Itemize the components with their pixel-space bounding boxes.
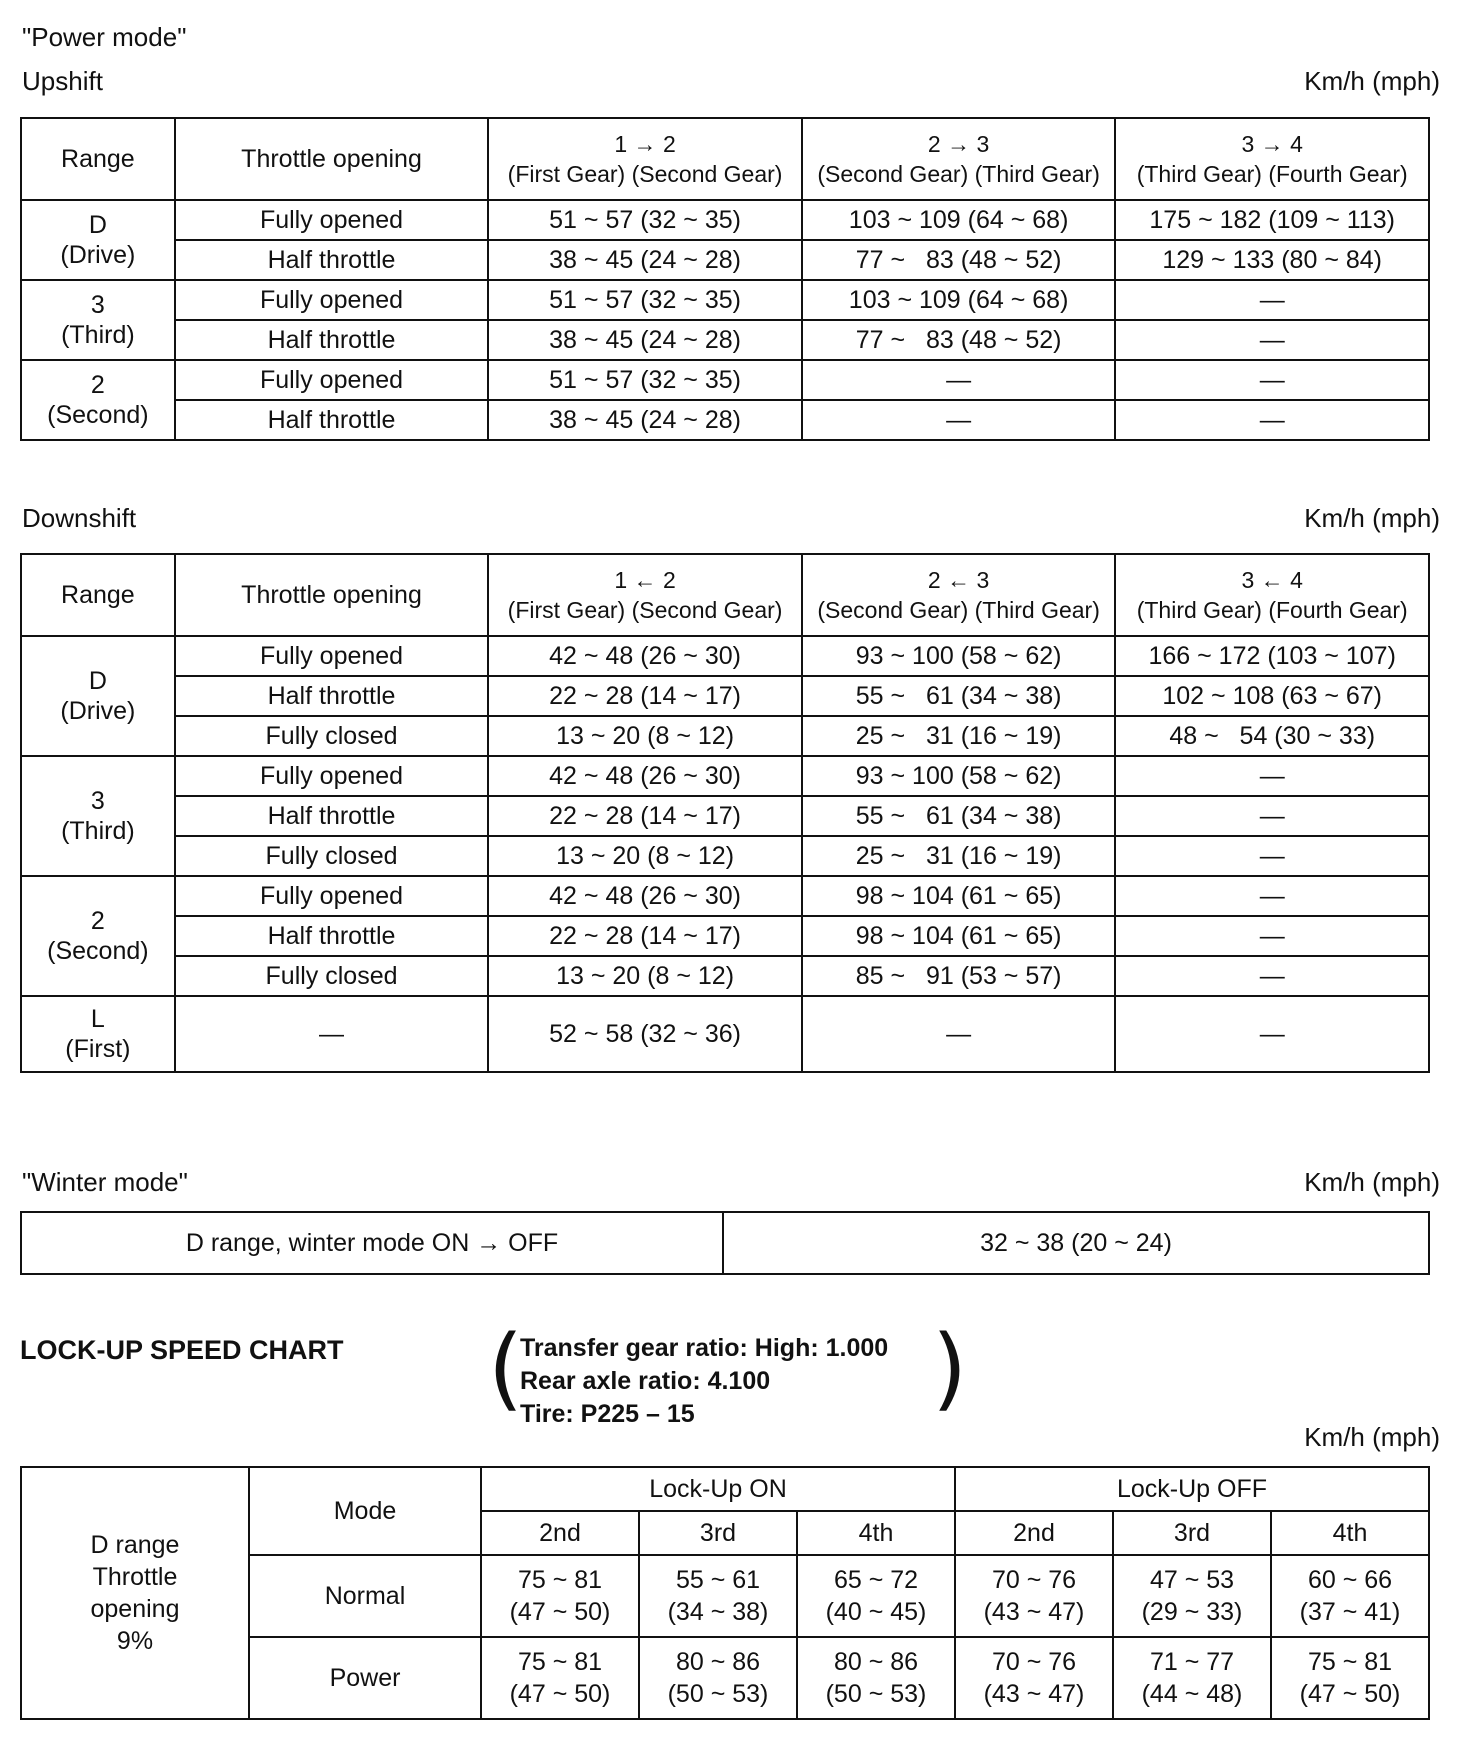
- speed-cell: —: [1115, 956, 1429, 996]
- params-open-brace: (: [488, 1316, 524, 1421]
- range-name: (Second): [47, 937, 149, 965]
- speed-kmh: 80 ~ 86: [675, 1648, 761, 1676]
- downshift-unit: Km/h (mph): [1304, 503, 1440, 533]
- lockup-speed-cell: [639, 1637, 797, 1719]
- params-close-brace: ): [932, 1316, 968, 1421]
- lockup-title: LOCK-UP SPEED CHART: [20, 1335, 344, 1365]
- table-row: [21, 200, 1429, 240]
- speed-cell: 22 ~ 28 (14 ~ 17): [488, 676, 802, 716]
- header-row: [21, 554, 1429, 636]
- upshift-label: Upshift: [22, 66, 103, 96]
- shift-arrow: 3 ← 4: [1241, 567, 1303, 593]
- speed-kmh: 71 ~ 77: [1149, 1648, 1235, 1676]
- range-cell: [21, 200, 175, 280]
- shift-arrow: 1 ← 2: [614, 567, 676, 593]
- speed-cell: 103 ~ 109 (64 ~ 68): [802, 280, 1116, 320]
- lockup-params: [520, 1332, 888, 1431]
- table-row: [21, 916, 1429, 956]
- speed-cell: 42 ~ 48 (26 ~ 30): [488, 756, 802, 796]
- throttle-cell: Half throttle: [175, 796, 489, 836]
- param-axle: Rear axle ratio: 4.100: [520, 1367, 771, 1395]
- range-cell: [21, 876, 175, 996]
- shift-gears: (Second Gear) (Third Gear): [817, 161, 1100, 187]
- shift-gears: (Third Gear) (Fourth Gear): [1136, 161, 1408, 187]
- speed-cell: 48 ~ 54 (30 ~ 33): [1115, 716, 1429, 756]
- speed-kmh: 75 ~ 81: [517, 1566, 603, 1594]
- speed-cell: 103 ~ 109 (64 ~ 68): [802, 200, 1116, 240]
- speed-cell: —: [1115, 916, 1429, 956]
- range-code: 2: [90, 371, 105, 399]
- shift-header-3: [1115, 118, 1429, 200]
- speed-mph: (47 ~ 50): [509, 1598, 611, 1626]
- gear-header: 3rd: [1113, 1511, 1271, 1555]
- range-name: (Drive): [60, 241, 136, 269]
- speed-cell: 55 ~ 61 (34 ~ 38): [802, 796, 1116, 836]
- mode-cell: Power: [249, 1637, 481, 1719]
- speed-cell: 98 ~ 104 (61 ~ 65): [802, 916, 1116, 956]
- lockup-table: [20, 1466, 1430, 1720]
- shift-gears: (Third Gear) (Fourth Gear): [1136, 597, 1408, 623]
- lockup-speed-cell: [955, 1555, 1113, 1637]
- downshift-table: [20, 553, 1430, 1073]
- speed-cell: 129 ~ 133 (80 ~ 84): [1115, 240, 1429, 280]
- speed-mph: (47 ~ 50): [509, 1680, 611, 1708]
- lockup-speed-cell: [1113, 1555, 1271, 1637]
- speed-kmh: 80 ~ 86: [833, 1648, 919, 1676]
- speed-cell: 42 ~ 48 (26 ~ 30): [488, 876, 802, 916]
- range-cell: [21, 636, 175, 756]
- speed-kmh: 75 ~ 81: [1307, 1648, 1393, 1676]
- winter-mode-unit: Km/h (mph): [1304, 1167, 1440, 1197]
- speed-mph: (50 ~ 53): [667, 1680, 769, 1708]
- speed-cell: 102 ~ 108 (63 ~ 67): [1115, 676, 1429, 716]
- gear-header: 2nd: [955, 1511, 1113, 1555]
- range-name: (Drive): [60, 697, 136, 725]
- lockup-speed-cell: [639, 1555, 797, 1637]
- speed-cell: 51 ~ 57 (32 ~ 35): [488, 200, 802, 240]
- speed-cell: —: [802, 360, 1116, 400]
- table-row: [21, 876, 1429, 916]
- table-row: [21, 716, 1429, 756]
- lockup-speed-cell: [481, 1555, 639, 1637]
- speed-mph: (37 ~ 41): [1299, 1598, 1401, 1626]
- mode-header: Mode: [249, 1467, 481, 1555]
- range-cell: [21, 280, 175, 360]
- speed-kmh: 60 ~ 66: [1307, 1566, 1393, 1594]
- throttle-header: Throttle opening: [175, 118, 489, 200]
- throttle-cell: Fully opened: [175, 756, 489, 796]
- speed-cell: —: [1115, 280, 1429, 320]
- shift-arrow: 2 → 3: [927, 131, 990, 157]
- winter-mode-title: "Winter mode": [22, 1167, 188, 1197]
- gear-header: 4th: [1271, 1511, 1429, 1555]
- speed-cell: 13 ~ 20 (8 ~ 12): [488, 836, 802, 876]
- speed-cell: 51 ~ 57 (32 ~ 35): [488, 360, 802, 400]
- gear-header: 4th: [797, 1511, 955, 1555]
- range-label-line: Throttle: [92, 1563, 178, 1591]
- speed-cell: 38 ~ 45 (24 ~ 28): [488, 400, 802, 440]
- speed-cell: 42 ~ 48 (26 ~ 30): [488, 636, 802, 676]
- range-name: (Second): [47, 401, 149, 429]
- speed-cell: —: [1115, 400, 1429, 440]
- speed-cell: 77 ~ 83 (48 ~ 52): [802, 320, 1116, 360]
- table-row: [21, 796, 1429, 836]
- shift-header-3: [1115, 554, 1429, 636]
- speed-kmh: 70 ~ 76: [991, 1648, 1077, 1676]
- shift-gears: (First Gear) (Second Gear): [507, 161, 783, 187]
- range-code: 2: [90, 907, 105, 935]
- param-transfer: Transfer gear ratio: High: 1.000: [520, 1334, 889, 1362]
- speed-mph: (47 ~ 50): [1299, 1680, 1401, 1708]
- throttle-cell: Fully opened: [175, 360, 489, 400]
- lockup-off-header: Lock-Up OFF: [955, 1467, 1429, 1511]
- throttle-cell: Half throttle: [175, 676, 489, 716]
- range-code: D: [88, 211, 107, 239]
- speed-mph: (50 ~ 53): [825, 1680, 927, 1708]
- speed-cell: 38 ~ 45 (24 ~ 28): [488, 320, 802, 360]
- speed-cell: —: [802, 996, 1116, 1072]
- winter-mode-table: [20, 1211, 1430, 1275]
- speed-cell: 25 ~ 31 (16 ~ 19): [802, 836, 1116, 876]
- power-mode-title: "Power mode": [22, 22, 187, 52]
- range-name: (Third): [61, 817, 135, 845]
- throttle-cell: Half throttle: [175, 400, 489, 440]
- lockup-on-header: Lock-Up ON: [481, 1467, 955, 1511]
- lockup-speed-cell: [955, 1637, 1113, 1719]
- range-code: D: [88, 667, 107, 695]
- speed-cell: 166 ~ 172 (103 ~ 107): [1115, 636, 1429, 676]
- range-code: 3: [90, 291, 105, 319]
- lockup-speed-cell: [797, 1637, 955, 1719]
- throttle-cell: Half throttle: [175, 916, 489, 956]
- lockup-speed-cell: [481, 1637, 639, 1719]
- table-row: [21, 360, 1429, 400]
- speed-mph: (40 ~ 45): [825, 1598, 927, 1626]
- lockup-speed-cell: [1113, 1637, 1271, 1719]
- gear-header: 3rd: [639, 1511, 797, 1555]
- throttle-cell: Fully opened: [175, 200, 489, 240]
- speed-mph: (44 ~ 48): [1141, 1680, 1243, 1708]
- throttle-cell: Fully closed: [175, 836, 489, 876]
- param-tire: Tire: P225 – 15: [520, 1400, 695, 1428]
- speed-cell: —: [1115, 796, 1429, 836]
- range-cell: [21, 996, 175, 1072]
- speed-cell: 52 ~ 58 (32 ~ 36): [488, 996, 802, 1072]
- shift-header-2: [802, 118, 1116, 200]
- speed-kmh: 70 ~ 76: [991, 1566, 1077, 1594]
- table-row: [21, 676, 1429, 716]
- downshift-label: Downshift: [22, 503, 137, 533]
- speed-kmh: 55 ~ 61: [675, 1566, 761, 1594]
- speed-cell: 38 ~ 45 (24 ~ 28): [488, 240, 802, 280]
- gear-header: 2nd: [481, 1511, 639, 1555]
- shift-header-1: [488, 554, 802, 636]
- table-row: [21, 756, 1429, 796]
- speed-cell: 93 ~ 100 (58 ~ 62): [802, 636, 1116, 676]
- throttle-cell: Fully opened: [175, 280, 489, 320]
- speed-kmh: 47 ~ 53: [1149, 1566, 1235, 1594]
- range-label-line: D range: [90, 1531, 180, 1559]
- range-header: Range: [21, 554, 175, 636]
- header-row: [21, 118, 1429, 200]
- throttle-cell: —: [175, 996, 489, 1072]
- speed-cell: 22 ~ 28 (14 ~ 17): [488, 916, 802, 956]
- upshift-table: [20, 117, 1430, 441]
- throttle-cell: Fully closed: [175, 716, 489, 756]
- range-header: Range: [21, 118, 175, 200]
- speed-cell: 175 ~ 182 (109 ~ 113): [1115, 200, 1429, 240]
- winter-condition: D range, winter mode ON → OFF: [21, 1212, 723, 1274]
- table-row: [21, 996, 1429, 1072]
- speed-mph: (29 ~ 33): [1141, 1598, 1243, 1626]
- speed-kmh: 75 ~ 81: [517, 1648, 603, 1676]
- speed-cell: —: [802, 400, 1116, 440]
- speed-cell: 55 ~ 61 (34 ~ 38): [802, 676, 1116, 716]
- speed-cell: 85 ~ 91 (53 ~ 57): [802, 956, 1116, 996]
- speed-mph: (43 ~ 47): [983, 1598, 1085, 1626]
- speed-cell: —: [1115, 756, 1429, 796]
- shift-header-1: [488, 118, 802, 200]
- speed-cell: 51 ~ 57 (32 ~ 35): [488, 280, 802, 320]
- throttle-cell: Half throttle: [175, 320, 489, 360]
- shift-arrow: 1 → 2: [614, 131, 676, 157]
- shift-header-2: [802, 554, 1116, 636]
- speed-cell: 25 ~ 31 (16 ~ 19): [802, 716, 1116, 756]
- range-cell: [21, 756, 175, 876]
- range-label-line: 9%: [116, 1627, 154, 1655]
- range-name: (Third): [61, 321, 135, 349]
- throttle-cell: Fully closed: [175, 956, 489, 996]
- speed-cell: —: [1115, 360, 1429, 400]
- shift-arrow: 2 ← 3: [927, 567, 990, 593]
- range-label-line: opening: [90, 1595, 180, 1623]
- throttle-header: Throttle opening: [175, 554, 489, 636]
- lockup-speed-cell: [1271, 1555, 1429, 1637]
- upshift-unit: Km/h (mph): [1304, 66, 1440, 96]
- speed-cell: 13 ~ 20 (8 ~ 12): [488, 956, 802, 996]
- range-cell: [21, 360, 175, 440]
- lockup-speed-cell: [797, 1555, 955, 1637]
- shift-gears: (First Gear) (Second Gear): [507, 597, 783, 623]
- speed-mph: (34 ~ 38): [667, 1598, 769, 1626]
- lockup-speed-cell: [1271, 1637, 1429, 1719]
- speed-kmh: 65 ~ 72: [833, 1566, 919, 1594]
- shift-gears: (Second Gear) (Third Gear): [817, 597, 1100, 623]
- mode-cell: Normal: [249, 1555, 481, 1637]
- lockup-unit: Km/h (mph): [1304, 1422, 1440, 1452]
- lockup-range-cell: [21, 1467, 249, 1719]
- table-row: [21, 320, 1429, 360]
- table-row: [21, 400, 1429, 440]
- speed-cell: 13 ~ 20 (8 ~ 12): [488, 716, 802, 756]
- shift-arrow: 3 → 4: [1241, 131, 1303, 157]
- table-row: [21, 956, 1429, 996]
- lockup-header-row: [21, 1467, 1429, 1511]
- speed-cell: 93 ~ 100 (58 ~ 62): [802, 756, 1116, 796]
- range-code: 3: [90, 787, 105, 815]
- range-name: (First): [65, 1035, 131, 1063]
- speed-cell: 77 ~ 83 (48 ~ 52): [802, 240, 1116, 280]
- throttle-cell: Half throttle: [175, 240, 489, 280]
- speed-cell: —: [1115, 996, 1429, 1072]
- speed-cell: 98 ~ 104 (61 ~ 65): [802, 876, 1116, 916]
- throttle-cell: Fully opened: [175, 876, 489, 916]
- throttle-cell: Fully opened: [175, 636, 489, 676]
- speed-cell: 22 ~ 28 (14 ~ 17): [488, 796, 802, 836]
- table-row: [21, 280, 1429, 320]
- table-row: [21, 636, 1429, 676]
- range-code: L: [90, 1005, 105, 1033]
- table-row: [21, 240, 1429, 280]
- speed-cell: —: [1115, 836, 1429, 876]
- table-row: [21, 836, 1429, 876]
- winter-value: 32 ~ 38 (20 ~ 24): [723, 1212, 1429, 1274]
- speed-mph: (43 ~ 47): [983, 1680, 1085, 1708]
- speed-cell: —: [1115, 876, 1429, 916]
- speed-cell: —: [1115, 320, 1429, 360]
